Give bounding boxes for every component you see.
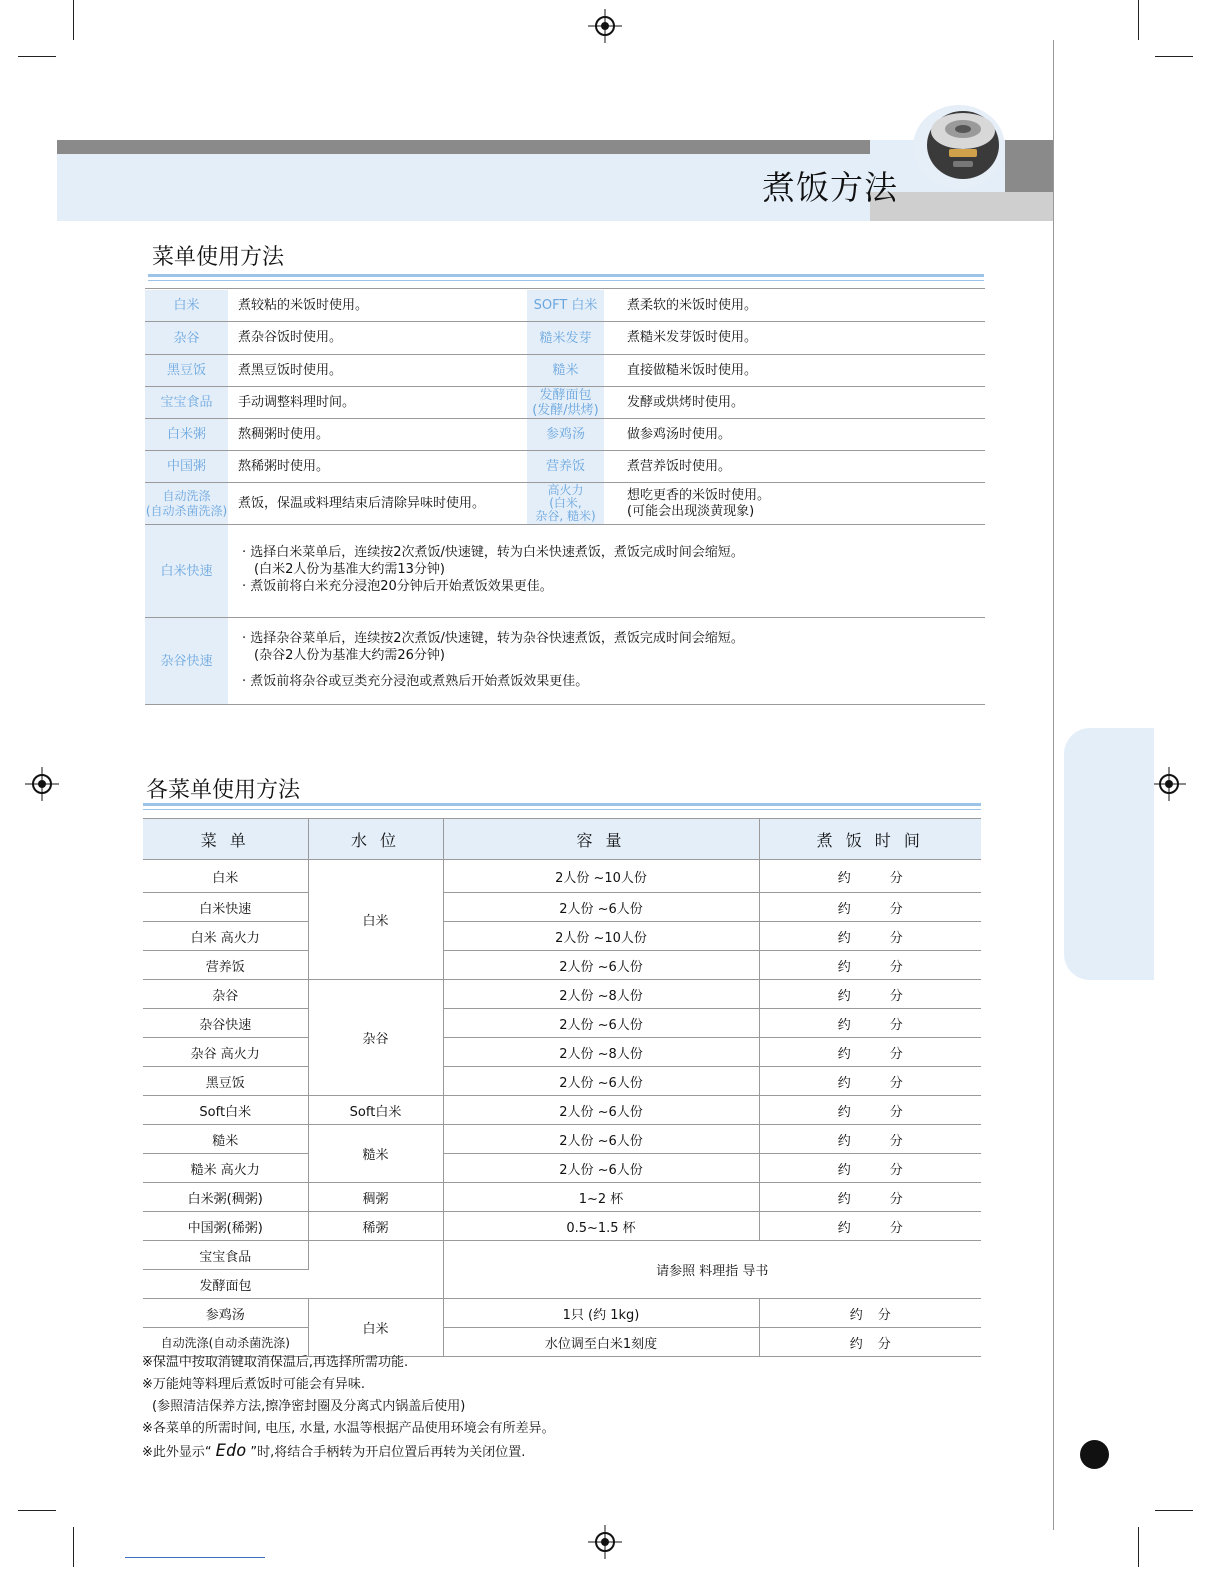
table-row-line xyxy=(145,524,985,525)
quick-grain-line: · 煮饭前将杂谷或豆类充分浸泡或煮熟后开始煮饭效果更佳。 xyxy=(242,674,589,689)
menu-cell: 自动洗涤(自动杀菌洗涤) xyxy=(143,1328,308,1357)
crop-mark xyxy=(1138,0,1139,40)
time-cell: 约 分 xyxy=(759,1038,981,1067)
crop-mark xyxy=(18,1510,56,1511)
note-text: ”时,将结合手柄转为开启位置后再转为关闭位置. xyxy=(250,1445,526,1460)
time-cell: 约 分 xyxy=(759,1328,981,1357)
footer-line xyxy=(125,1557,265,1558)
registration-mark-icon xyxy=(1152,767,1186,801)
note-line: ※各菜单的所需时间, 电压, 水量, 水温等根据产品使用环境会有所差异。 xyxy=(142,1421,555,1436)
water-cell: 稠粥 xyxy=(308,1183,443,1212)
registration-mark-icon xyxy=(588,9,622,43)
time-cell: 约 分 xyxy=(759,1125,981,1154)
menu-desc: 发酵或烘烤时使用。 xyxy=(627,394,745,410)
capacity-cell: 2人份 ~6人份 xyxy=(443,1067,759,1096)
time-cell: 约 分 xyxy=(759,860,981,893)
note-line: (参照清洁保养方法,擦净密封圈及分离式内锅盖后使用) xyxy=(152,1399,466,1414)
capacity-cell: 2人份 ~10人份 xyxy=(443,922,759,951)
registration-mark-icon xyxy=(25,767,59,801)
time-cell: 约 分 xyxy=(759,951,981,980)
note-line xyxy=(142,1440,555,1464)
table-row xyxy=(143,1212,981,1241)
water-cell: 稀粥 xyxy=(308,1212,443,1241)
time-cell: 约 分 xyxy=(759,922,981,951)
menu-desc: 做参鸡汤时使用。 xyxy=(627,426,732,442)
section-rule xyxy=(143,803,981,806)
time-cell: 约 分 xyxy=(759,1096,981,1125)
menu-desc: 煮杂谷饭时使用。 xyxy=(238,330,343,345)
capacity-cell: 2人份 ~6人份 xyxy=(443,1009,759,1038)
menu-label: 杂谷 xyxy=(145,322,228,354)
menu-cell: 黑豆饭 xyxy=(143,1067,308,1096)
capacity-cell: 1只 (约 1kg) xyxy=(443,1299,759,1328)
table-row xyxy=(143,980,981,1009)
menu-desc: 煮糙米发芽饭时使用。 xyxy=(627,330,758,345)
table-row xyxy=(143,1241,981,1270)
table-row xyxy=(143,860,981,893)
water-cell: 白米 xyxy=(308,860,443,980)
menu-desc: 煮柔软的米饭时使用。 xyxy=(627,297,758,313)
menu-label: 高火力 (白米, 杂谷, 糙米) xyxy=(527,483,604,524)
capacity-cell: 0.5~1.5 杯 xyxy=(443,1212,759,1241)
table-row xyxy=(143,1154,981,1183)
menu-desc: 手动调整料理时间。 xyxy=(238,394,356,410)
header-capacity: 容 量 xyxy=(443,819,759,860)
capacity-cell: 2人份 ~6人份 xyxy=(443,951,759,980)
menu-label: 糙米发芽 xyxy=(527,322,604,354)
table-row-line xyxy=(145,288,985,289)
time-cell: 约 分 xyxy=(759,980,981,1009)
header-band-blue xyxy=(57,154,870,221)
header-time: 煮 饭 时 间 xyxy=(759,819,981,860)
menu-usage-table xyxy=(143,818,981,1357)
menu-label: SOFT 白米 xyxy=(527,290,604,321)
menu-desc: 煮饭，保温或料理结束后清除异味时使用。 xyxy=(238,495,486,511)
quick-grain-line: (杂谷2人份为基准大约需26分钟) xyxy=(254,648,445,663)
rice-cooker-icon xyxy=(913,105,1005,189)
note-text: ※此外显示“ xyxy=(142,1445,212,1460)
table-row xyxy=(143,951,981,980)
table-row-line xyxy=(145,617,985,618)
time-cell: 约 分 xyxy=(759,1299,981,1328)
menu-label: 宝宝食品 xyxy=(145,387,228,418)
capacity-cell: 水位调至白米1刻度 xyxy=(443,1328,759,1357)
section-title-menu-usage: 菜单使用方法 xyxy=(152,245,285,270)
section-title-each-menu: 各菜单使用方法 xyxy=(146,778,301,803)
capacity-cell: 2人份 ~6人份 xyxy=(443,1096,759,1125)
table-header-row xyxy=(143,819,981,860)
table-row xyxy=(143,1183,981,1212)
crop-mark xyxy=(1155,1510,1193,1511)
table-row xyxy=(143,1096,981,1125)
time-cell: 约 分 xyxy=(759,1212,981,1241)
menu-desc: 想吃更香的米饭时使用。 (可能会出现淡黄现象) xyxy=(627,487,771,519)
capacity-cell: 2人份 ~6人份 xyxy=(443,1154,759,1183)
time-cell: 约 分 xyxy=(759,1009,981,1038)
menu-label: 黑豆饭 xyxy=(145,355,228,386)
menu-cell: 中国粥(稀粥) xyxy=(143,1212,308,1241)
header-band-gray xyxy=(57,140,870,154)
menu-desc: 煮黑豆饭时使用。 xyxy=(238,362,343,378)
capacity-cell: 2人份 ~8人份 xyxy=(443,980,759,1009)
menu-cell: 杂谷快速 xyxy=(143,1009,308,1038)
menu-cell: 杂谷 xyxy=(143,980,308,1009)
section-rule xyxy=(148,274,984,277)
quick-rice-line: (白米2人份为基准大约需13分钟) xyxy=(254,562,445,577)
capacity-cell: 2人份 ~8人份 xyxy=(443,1038,759,1067)
quick-rice-line: · 选择白米菜单后，连续按2次煮饭/快速键，转为白米快速煮饭，煮饭完成时间会缩短。 xyxy=(242,545,744,560)
menu-cell: 糙米 高火力 xyxy=(143,1154,308,1183)
water-cell-empty xyxy=(308,1241,443,1299)
table-row xyxy=(143,1125,981,1154)
header-menu: 菜 单 xyxy=(143,819,308,860)
menu-label: 发酵面包 (发酵/烘烤) xyxy=(527,387,604,418)
table-row xyxy=(143,893,981,922)
quick-rice-line: · 煮饭前将白米充分浸泡20分钟后开始煮饭效果更佳。 xyxy=(242,579,553,594)
menu-cell: 糙米 xyxy=(143,1125,308,1154)
menu-label: 白米 xyxy=(145,290,228,321)
crop-mark xyxy=(1138,1527,1139,1567)
menu-cell: 营养饭 xyxy=(143,951,308,980)
capacity-cell: 1~2 杯 xyxy=(443,1183,759,1212)
note-line: ※保温中按取消键取消保温后,再选择所需功能. xyxy=(142,1355,409,1370)
error-code-display: Edo xyxy=(215,1441,247,1461)
menu-label: 参鸡汤 xyxy=(527,419,604,450)
water-cell: 糙米 xyxy=(308,1125,443,1183)
capacity-cell: 2人份 ~10人份 xyxy=(443,860,759,893)
time-cell: 约 分 xyxy=(759,1154,981,1183)
crop-mark xyxy=(18,56,56,57)
menu-cell: 白米 高火力 xyxy=(143,922,308,951)
crop-mark xyxy=(73,1527,74,1567)
menu-cell: Soft白米 xyxy=(143,1096,308,1125)
menu-cell: 白米 xyxy=(143,860,308,893)
water-cell: 白米 xyxy=(308,1299,443,1357)
menu-desc: 煮较粘的米饭时使用。 xyxy=(238,297,369,313)
menu-label: 白米粥 xyxy=(145,419,228,450)
water-cell: 杂谷 xyxy=(308,980,443,1096)
capacity-cell: 2人份 ~6人份 xyxy=(443,893,759,922)
menu-label: 中国粥 xyxy=(145,451,228,482)
table-row-line xyxy=(145,704,985,705)
header-dark-box xyxy=(1005,140,1053,192)
header-water: 水 位 xyxy=(308,819,443,860)
time-cell: 约 分 xyxy=(759,1183,981,1212)
registration-mark-icon xyxy=(588,1525,622,1559)
notes xyxy=(142,1352,555,1464)
page-number-dot xyxy=(1080,1440,1109,1469)
menu-desc: 熬稀粥时使用。 xyxy=(238,458,330,474)
menu-label: 自动洗涤 (自动杀菌洗涤) xyxy=(145,483,228,524)
time-cell: 约 分 xyxy=(759,1067,981,1096)
quick-grain-line: · 选择杂谷菜单后，连续按2次煮饭/快速键，转为杂谷快速煮饭，煮饭完成时间会缩短。 xyxy=(242,631,744,646)
water-cell: Soft白米 xyxy=(308,1096,443,1125)
menu-label: 糙米 xyxy=(527,355,604,386)
menu-cell: 参鸡汤 xyxy=(143,1299,308,1328)
menu-desc: 直接做糙米饭时使用。 xyxy=(627,362,758,378)
page-title: 煮饭方法 xyxy=(762,168,898,207)
table-row xyxy=(143,1038,981,1067)
time-cell: 约 分 xyxy=(759,893,981,922)
menu-label-quick-grain: 杂谷快速 xyxy=(145,618,228,704)
side-tab xyxy=(1064,728,1154,980)
see-manual-cell: 请参照 料理指 导书 xyxy=(443,1241,981,1299)
table-row xyxy=(143,1009,981,1038)
table-row xyxy=(143,1299,981,1328)
menu-cell: 白米快速 xyxy=(143,893,308,922)
menu-desc: 煮营养饭时使用。 xyxy=(627,458,732,474)
note-line: ※万能炖等料理后煮饭时可能会有异味. xyxy=(142,1377,366,1392)
page-edge-line xyxy=(1053,40,1054,1530)
menu-cell: 发酵面包 xyxy=(143,1270,308,1299)
section-rule-thin xyxy=(148,280,984,281)
table-row xyxy=(143,922,981,951)
menu-cell: 杂谷 高火力 xyxy=(143,1038,308,1067)
menu-cell: 宝宝食品 xyxy=(143,1241,308,1270)
crop-mark xyxy=(73,0,74,40)
menu-label: 营养饭 xyxy=(527,451,604,482)
menu-label-quick-rice: 白米快速 xyxy=(145,525,228,617)
section-rule-thin xyxy=(143,809,981,810)
capacity-cell: 2人份 ~6人份 xyxy=(443,1125,759,1154)
table-row xyxy=(143,1067,981,1096)
menu-cell: 白米粥(稠粥) xyxy=(143,1183,308,1212)
menu-desc: 熬稠粥时使用。 xyxy=(238,426,330,442)
crop-mark xyxy=(1155,56,1193,57)
